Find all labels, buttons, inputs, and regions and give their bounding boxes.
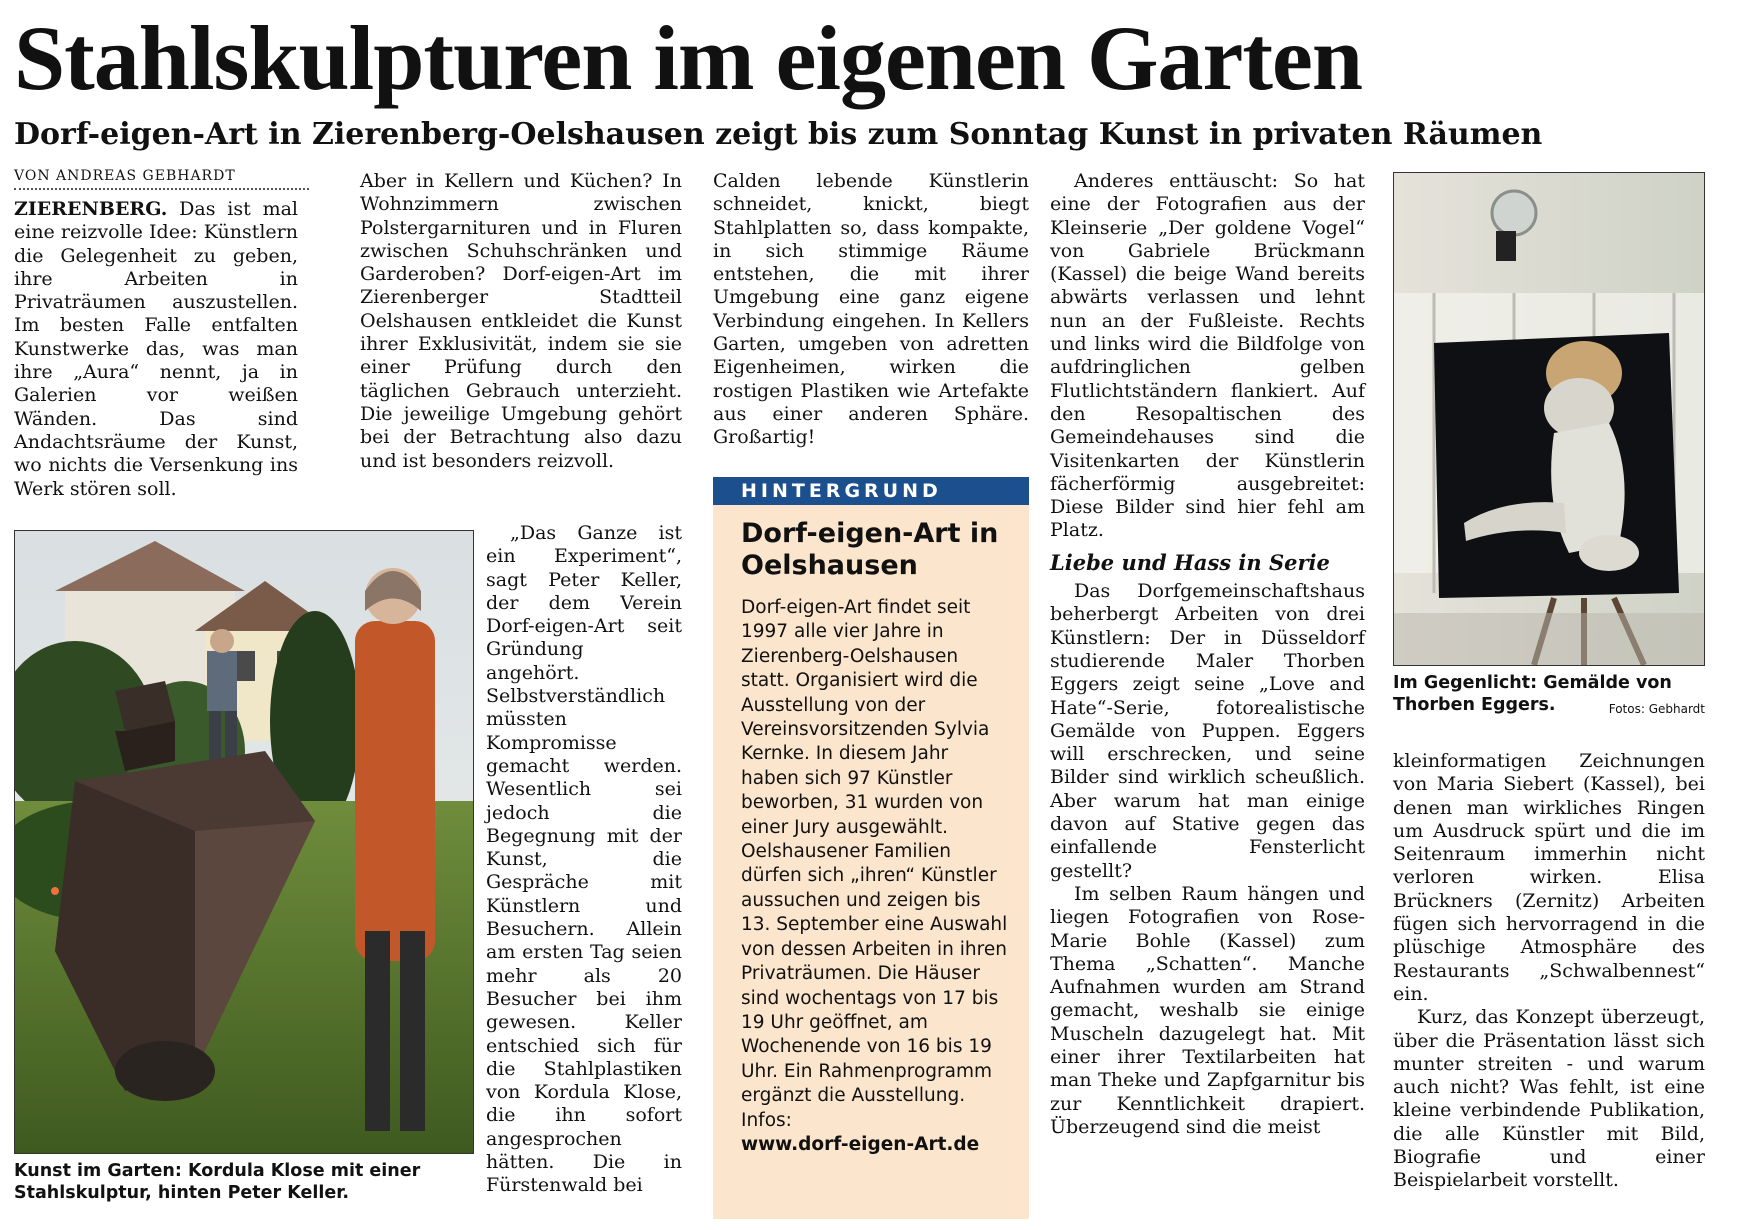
background-box-text: Dorf-eigen-Art findet seit 1997 alle vier Jahre in Zierenberg-Oelshausen statt. Organisiert wird die Ausstellung von der Vereinsvorsitzenden Sylvia Kernke. In diesem Jahr haben sich 97 Künstler beworben, 31 wurden von einer Jury ausgewählt. Oelshausener Familien dürfen sich „ihren“ Künstler aussuchen und zeigen bis 13. September eine Auswahl von dessen Arbeiten in ihren Privaträumen. Die Häuser sind wochentags von 17 bis 19 Uhr geöffnet, am Wochenende von 16 bis 19 Uhr. Ein Rahmenprogramm ergänzt die Ausstellung. Infos: xyxy=(741,597,1008,1131)
painting-doll-image xyxy=(1394,173,1704,665)
paragraph: Anderes enttäuscht: So hat eine der Fotografien aus der Kleinserie „Der goldene Vogel“ von Gabriele Brückmann (Kassel) die beige Wand bereits abwärts verlassen und lehnt nun an der Fußleiste. Rechts und links wird die Bildfolge von aufdringlichen gelben Flutlichtständern flankiert. Auf den Resopaltischen des Gemeindehauses sind die Visitenkarten der Künstlerin fächerförmig ausgebreitet: Diese Bilder sind hier fehl am Platz. xyxy=(1050,170,1365,542)
column-5 xyxy=(1393,750,1705,1193)
dateline: ZIERENBERG. xyxy=(14,198,168,220)
painting-photo-caption xyxy=(1393,672,1705,720)
subheadline: Dorf-eigen-Art in Zierenberg-Oelshausen zeigt bis zum Sonntag Kunst in privaten Räumen xyxy=(14,117,1543,152)
paragraph-text: Das ist mal eine reizvolle Idee: Künstlern die Gelegenheit zu geben, ihre Arbeiten in Privaträumen auszustellen. Im besten Falle entfalten Kunstwerke das, was man ihre „Aura“ nennt, ja in Galerien vor weißen Wänden. Das sind Andachtsräume der Kunst, wo nichts die Versenkung ins Werk stören soll. xyxy=(14,198,298,500)
column-4 xyxy=(1050,170,1365,1139)
byline: VON ANDREAS GEBHARDT xyxy=(14,168,309,190)
paragraph xyxy=(14,198,298,501)
paragraph: Das Dorfgemeinschaftshaus beherbergt Arbeiten von drei Künstlern: Der in Düsseldorf studierende Maler Thorben Eggers zeigt seine „Love and Hate“-Serie, fotorealistische Gemälde von Puppen. Eggers will erschrecken, und seine Bilder sind wirklich scheußlich. Aber warum hat man einige davon auf Stative gegen das einfallende Fensterlicht gestellt? xyxy=(1050,580,1365,882)
column-1 xyxy=(14,198,298,501)
photo-credit: Fotos: Gebhardt xyxy=(1608,702,1705,716)
background-box-body xyxy=(741,596,1011,1157)
paragraph: Calden lebende Künstlerin schneidet, knickt, biegt Stahlplatten so, dass kompakte, in sich stimmige Räume entstehen, die mit ihrer Umgebung eine ganz eigene Verbindung eingehen. In Kellers Garten, umgeben von adretten Eigenheimen, wirken die rostigen Plastiken wie Artefakte aus einer anderen Sphäre. Großartig! xyxy=(713,170,1029,449)
paragraph: „Das Ganze ist ein Experiment“, sagt Peter Keller, der dem Verein Dorf-eigen-Art seit Gründung angehört. Selbstverständlich müssten Kompromisse gemacht werden. Wesentlich sei jedoch die Begegnung mit der Kunst, die Gespräche mit Künstlern und Besuchern. Allein am ersten Tag seien mehr als 20 Besucher bei ihm gewesen. Keller entschied sich für die Stahlplastiken von Kordula Klose, die ihn sofort angesprochen hätten. Die in Fürstenwald bei xyxy=(486,522,682,1197)
background-box-title: Dorf-eigen-Art in Oelshausen xyxy=(741,518,999,581)
headline: Stahlskulpturen im eigenen Garten xyxy=(14,7,1362,109)
subheading: Liebe und Hass in Serie xyxy=(1050,549,1330,575)
column-2-lower xyxy=(486,522,682,1198)
paragraph: Aber in Kellern und Küchen? In Wohnzimmern zwischen Polstergarnituren und in Fluren zwischen Schuhschränken und Garderoben? Dorf-eigen-Art im Zierenberger Stadtteil Oelshausen entkleidet die Kunst ihrer Exklusivität, indem sie sie einer Prüfung durch den täglichen Gebrauch unterzieht. Die jeweilige Umgebung gehört bei der Betrachtung also dazu und ist besonders reizvoll. xyxy=(360,170,682,472)
paragraph: kleinformatigen Zeichnungen von Maria Siebert (Kassel), bei denen man wirkliches Ringen um Ausdruck spürt und die im Seitenraum immerhin nicht verloren wirken. Elisa Brückners (Zernitz) Arbeiten fügen sich hervorragend in die plüschige Atmosphäre des Restaurants „Schwalbennest“ ein. xyxy=(1393,750,1705,1005)
background-box-label: HINTERGRUND xyxy=(713,477,1029,505)
paragraph: Im selben Raum hängen und liegen Fotografien von Rose-Marie Bohle (Kassel) zum Thema „Schatten“. Manche Aufnahmen wurden am Strand gemacht, weshalb sie einige Muscheln dazugelegt hat. Mit einer ihrer Textilarbeiten hat man Theke und Zapfgarnitur bis zur Kenntlichkeit drapiert. Überzeugend sind die meist xyxy=(1050,882,1365,1138)
paragraph: Kurz, das Konzept überzeugt, über die Präsentation lässt sich munter streiten - und warum auch nicht? Was fehlt, ist eine kleine verbindende Publikation, die alle Künstler mit Bild, Biografie und einer Beispielarbeit vorstellt. xyxy=(1393,1006,1705,1192)
painting-caption-text: Im Gegenlicht: Gemälde von Thorben Eggers. xyxy=(1393,673,1672,715)
painting-photo xyxy=(1393,172,1705,666)
column-3 xyxy=(713,170,1029,450)
garden-photo xyxy=(14,530,474,1154)
garden-photo-caption: Kunst im Garten: Kordula Klose mit einer Stahlskulptur, hinten Peter Keller. xyxy=(14,1161,421,1203)
garden-sculpture-image xyxy=(15,531,473,1153)
website-link[interactable]: www.dorf-eigen-Art.de xyxy=(741,1133,980,1155)
column-2 xyxy=(360,170,682,473)
